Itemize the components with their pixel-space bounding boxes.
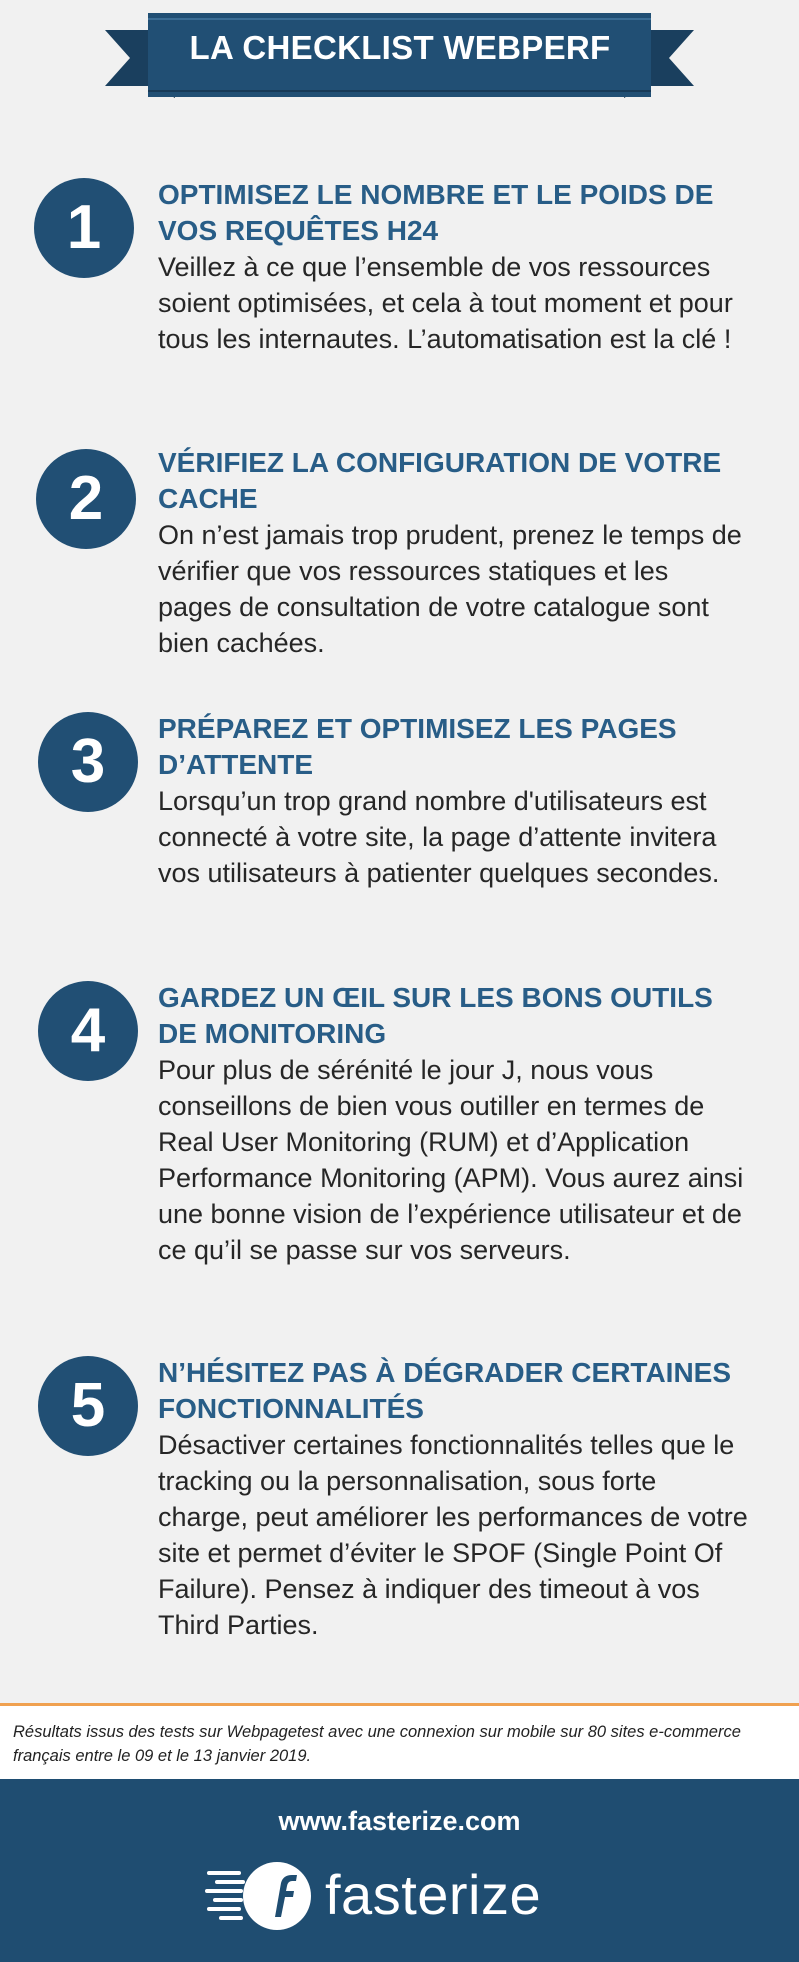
brand-logo (205, 1855, 595, 1935)
header-banner (0, 0, 799, 110)
item-description: On n’est jamais trop prudent, prenez le temps de vérifier que vos ressources statiques et les pages de consultation de votre catalogue sont bien cachées. (158, 520, 742, 658)
item-description: Désactiver certaines fonctionnalités telles que le tracking ou la personnalisation, sous forte charge, peut améliorer les performances de votre site et permet d’éviter le SPOF (Single Point Of Failure). Pensez à indiquer des timeout à vos Third Parties. (158, 1430, 748, 1640)
step-number-badge: 4 (38, 981, 138, 1081)
item-title: PRÉPAREZ ET OPTIMISEZ LES PAGES D’ATTENTE (158, 713, 677, 780)
item-description: Pour plus de sérénité le jour J, nous vous conseillons de bien vous outiller en termes de Real User Monitoring (RUM) et d’Application Performance Monitoring (APM). Vous aurez ainsi une bonne vision de l’expérience utilisateur et de ce qu’il se passe sur vos serveurs. (158, 1055, 744, 1265)
item-title: N’HÉSITEZ PAS À DÉGRADER CERTAINES FONCTIONNALITÉS (158, 1357, 732, 1424)
item-title: GARDEZ UN ŒIL SUR LES BONS OUTILS DE MONITORING (158, 982, 713, 1049)
fasterize-f-logo-icon (205, 1855, 315, 1935)
footnote (0, 1703, 799, 1779)
item-description: Veillez à ce que l’ensemble de vos ressources soient optimisées, et cela à tout moment et pour tous les internautes. L’automatisation est la clé ! (158, 252, 733, 354)
item-title: VÉRIFIEZ LA CONFIGURATION DE VOTRE CACHE (158, 447, 722, 514)
page-title: LA CHECKLIST WEBPERF (189, 29, 611, 66)
step-number-badge: 2 (36, 449, 136, 549)
website-link[interactable]: www.fasterize.com (278, 1806, 521, 1836)
item-title: OPTIMISEZ LE NOMBRE ET LE POIDS DE VOS REQUÊTES H24 (158, 179, 714, 246)
footer (0, 1779, 799, 1962)
step-number-badge: 1 (34, 178, 134, 278)
item-description: Lorsqu’un trop grand nombre d'utilisateurs est connecté à votre site, la page d’attente invitera vos utilisateurs à patienter quelques secondes. (158, 786, 720, 888)
step-number-badge: 5 (38, 1356, 138, 1456)
footnote-text: Résultats issus des tests sur Webpagetest avec une connexion sur mobile sur 80 sites e-commerce français entre le 09 et le 13 janvier 2019. (13, 1723, 741, 1765)
step-number-badge: 3 (38, 712, 138, 812)
brand-name: fasterize (325, 1863, 542, 1926)
